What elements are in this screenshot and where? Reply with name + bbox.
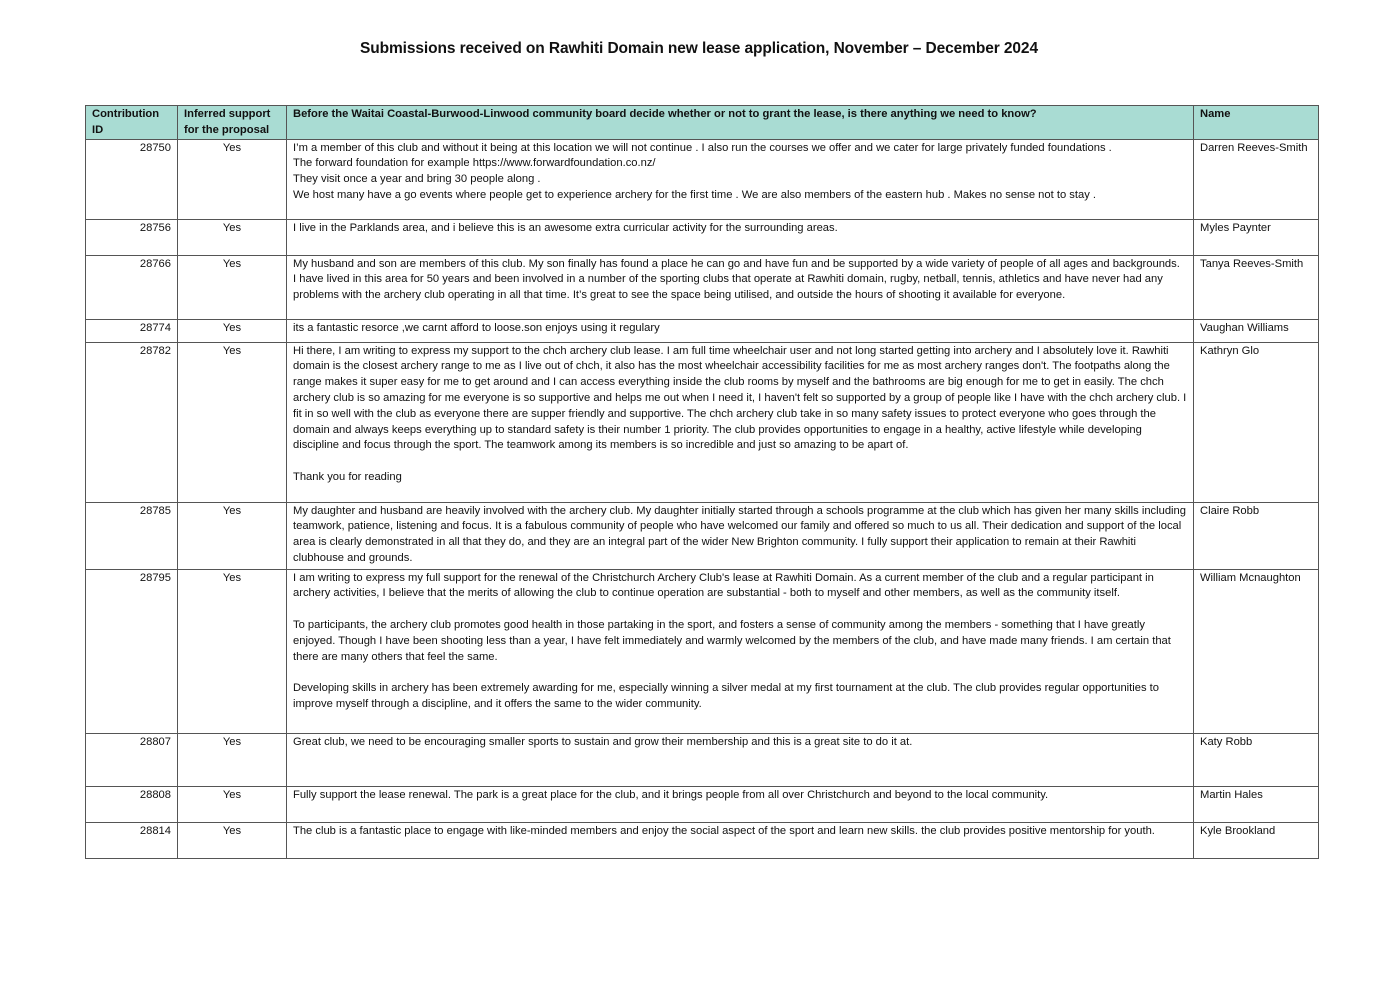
submitter-name-cell: William Mcnaughton [1194, 569, 1319, 733]
table-row [86, 319, 1319, 342]
table-row [86, 733, 1319, 786]
support-cell: Yes [178, 569, 287, 733]
contribution-id-cell: 28808 [86, 786, 178, 822]
submitter-name-cell: Myles Paynter [1194, 219, 1319, 255]
header-row [86, 106, 1319, 140]
submission-text-cell [287, 255, 1194, 319]
submission-text-cell [287, 139, 1194, 219]
submission-paragraph: I’m a member of this club and without it being at this location we will not continue . I also run the courses we offer and we cater for large privately funded foundations . [293, 141, 1112, 154]
submitter-name-cell: Kyle Brookland [1194, 822, 1319, 858]
submission-text-cell [287, 342, 1194, 502]
submission-paragraph: Developing skills in archery has been extremely awarding for me, especially winning a silver medal at my first tournament at the club. The club provides regular opportunities to improve myself through a discipline, and it offers the same to the wider community. [293, 682, 1160, 710]
support-cell: Yes [178, 319, 287, 342]
contribution-id-cell: 28807 [86, 733, 178, 786]
submission-text-cell [287, 319, 1194, 342]
submission-text-cell [287, 786, 1194, 822]
submission-text-cell [287, 733, 1194, 786]
submission-paragraph: My husband and son are members of this club. My son finally has found a place he can go and have fun and be supported by a wide variety of people of all ages and backgrounds. [293, 257, 1180, 270]
support-cell: Yes [178, 219, 287, 255]
submission-paragraph: Great club, we need to be encouraging smaller sports to sustain and grow their membership and this is a great site to do it at. [293, 735, 913, 748]
support-cell: Yes [178, 502, 287, 569]
header-contribution-id: Contribution ID [86, 106, 178, 140]
table-row [86, 822, 1319, 858]
contribution-id-cell: 28785 [86, 502, 178, 569]
table-row [86, 342, 1319, 502]
submission-paragraph: We host many have a go events where people get to experience archery for the first time . We are also members of the eastern hub . Makes no sense not to stay . [293, 188, 1097, 201]
table-row [86, 502, 1319, 569]
submitter-name-cell: Darren Reeves-Smith [1194, 139, 1319, 219]
submission-paragraph: To participants, the archery club promotes good health in those partaking in the sport, and fosters a sense of community among the members - something that I have greatly enjoyed. Though I have been shooting less than a year, I have felt immediately and warmly welcomed by the members of the club, and have made many friends. I am certain that there are many others that feel the same. [293, 618, 1171, 663]
header-question: Before the Waitai Coastal-Burwood-Linwood community board decide whether or not to grant the lease, is there anything we need to know? [287, 106, 1194, 140]
support-cell: Yes [178, 255, 287, 319]
submission-paragraph: I am writing to express my full support for the renewal of the Christchurch Archery Club's lease at Rawhiti Domain. As a current member of the club and a regular participant in archery activities, I believe that the merits of allowing the club to continue operation are substantial - both to myself and other members, as well as the community itself. [293, 571, 1154, 600]
contribution-id-cell: 28782 [86, 342, 178, 502]
support-cell: Yes [178, 822, 287, 858]
table-row [86, 139, 1319, 219]
submission-text-cell [287, 502, 1194, 569]
submitter-name-cell: Vaughan Williams [1194, 319, 1319, 342]
table-row [86, 569, 1319, 733]
header-inferred-support: Inferred support for the proposal [178, 106, 287, 140]
submission-paragraph: Fully support the lease renewal. The park is a great place for the club, and it brings people from all over Christchurch and beyond to the local community. [293, 788, 1049, 801]
submitter-name-cell: Kathryn Glo [1194, 342, 1319, 502]
submission-paragraph: They visit once a year and bring 30 people along . [293, 173, 541, 186]
contribution-id-cell: 28750 [86, 139, 178, 219]
submission-text-cell [287, 219, 1194, 255]
submission-paragraph: My daughter and husband are heavily involved with the archery club. My daughter initially started through a schools programme at the club which has given her many skills including teamwork, patience, listening and focus. It is a fabulous community of people who have welcomed our family and offered so much to us all. Their dedication and support of the local area is clearly demonstrated in all that they do, and they are an integral part of the wider New Brighton community. I fully support their application to remain at their Rawhiti clubhouse and grounds. [293, 504, 1186, 564]
support-cell: Yes [178, 139, 287, 219]
contribution-id-cell: 28766 [86, 255, 178, 319]
submission-text-cell [287, 822, 1194, 858]
header-name: Name [1194, 106, 1319, 140]
submitter-name-cell: Katy Robb [1194, 733, 1319, 786]
document-title: Submissions received on Rawhiti Domain new lease application, November – December 2024 [360, 40, 1038, 57]
table-row [86, 219, 1319, 255]
submission-paragraph: I have lived in this area for 50 years and been involved in a number of the sporting clubs that operate at Rawhiti domain, rugby, netball, tennis, athletics and have never had any problems with the archery club operating in all that time. It’s great to see the space being utilised, and outside the hours of shooting it available for everyone. [293, 273, 1163, 302]
support-cell: Yes [178, 786, 287, 822]
submission-paragraph: its a fantastic resorce ,we carnt afford to loose.son enjoys using it regulary [293, 321, 660, 334]
support-cell: Yes [178, 733, 287, 786]
submitter-name-cell: Tanya Reeves-Smith [1194, 255, 1319, 319]
table-row [86, 255, 1319, 319]
submission-paragraph: The forward foundation for example https://www.forwardfoundation.co.nz/ [293, 157, 656, 170]
contribution-id-cell: 28795 [86, 569, 178, 733]
submission-text-cell [287, 569, 1194, 733]
contribution-id-cell: 28774 [86, 319, 178, 342]
contribution-id-cell: 28756 [86, 219, 178, 255]
table-row [86, 786, 1319, 822]
submitter-name-cell: Claire Robb [1194, 502, 1319, 569]
contribution-id-cell: 28814 [86, 822, 178, 858]
support-cell: Yes [178, 342, 287, 502]
submission-paragraph: The club is a fantastic place to engage with like-minded members and enjoy the social aspect of the sport and learn new skills. the club provides positive mentorship for youth. [293, 824, 1155, 837]
submission-paragraph: Thank you for reading [293, 470, 402, 483]
submission-paragraph: Hi there, I am writing to express my support to the chch archery club lease. I am full time wheelchair user and not long started getting into archery and I absolutely love it. Rawhiti domain is the closest archery range to me as I live out of chch, it also has the most wheelchair accessibility facilities for me as most archery ranges don't. The footpaths along the range makes it super easy for me to get around and I can access everything inside the club rooms by myself and the bathrooms are big enough for me to get in easily. The chch archery club is so amazing for me everyone is so supportive and helps me out when I need it, I haven't felt so supported by a group of people like I have with the chch archery club. I fit in so well with the club as everyone there are supper friendly and supportive. The chch archery club take in so many safety issues to protect everyone who goes through the domain and always keeps everything up to standard safety is their number 1 priority. The club provides opportunities to engage in a healthy, active lifestyle while developing discipline and focus through the sport. The teamwork among its members is so incredible and just so amazing to be apart of. [293, 344, 1187, 452]
submissions-table [85, 105, 1319, 859]
submission-paragraph: I live in the Parklands area, and i believe this is an awesome extra curricular activity for the surrounding areas. [293, 221, 838, 234]
submitter-name-cell: Martin Hales [1194, 786, 1319, 822]
